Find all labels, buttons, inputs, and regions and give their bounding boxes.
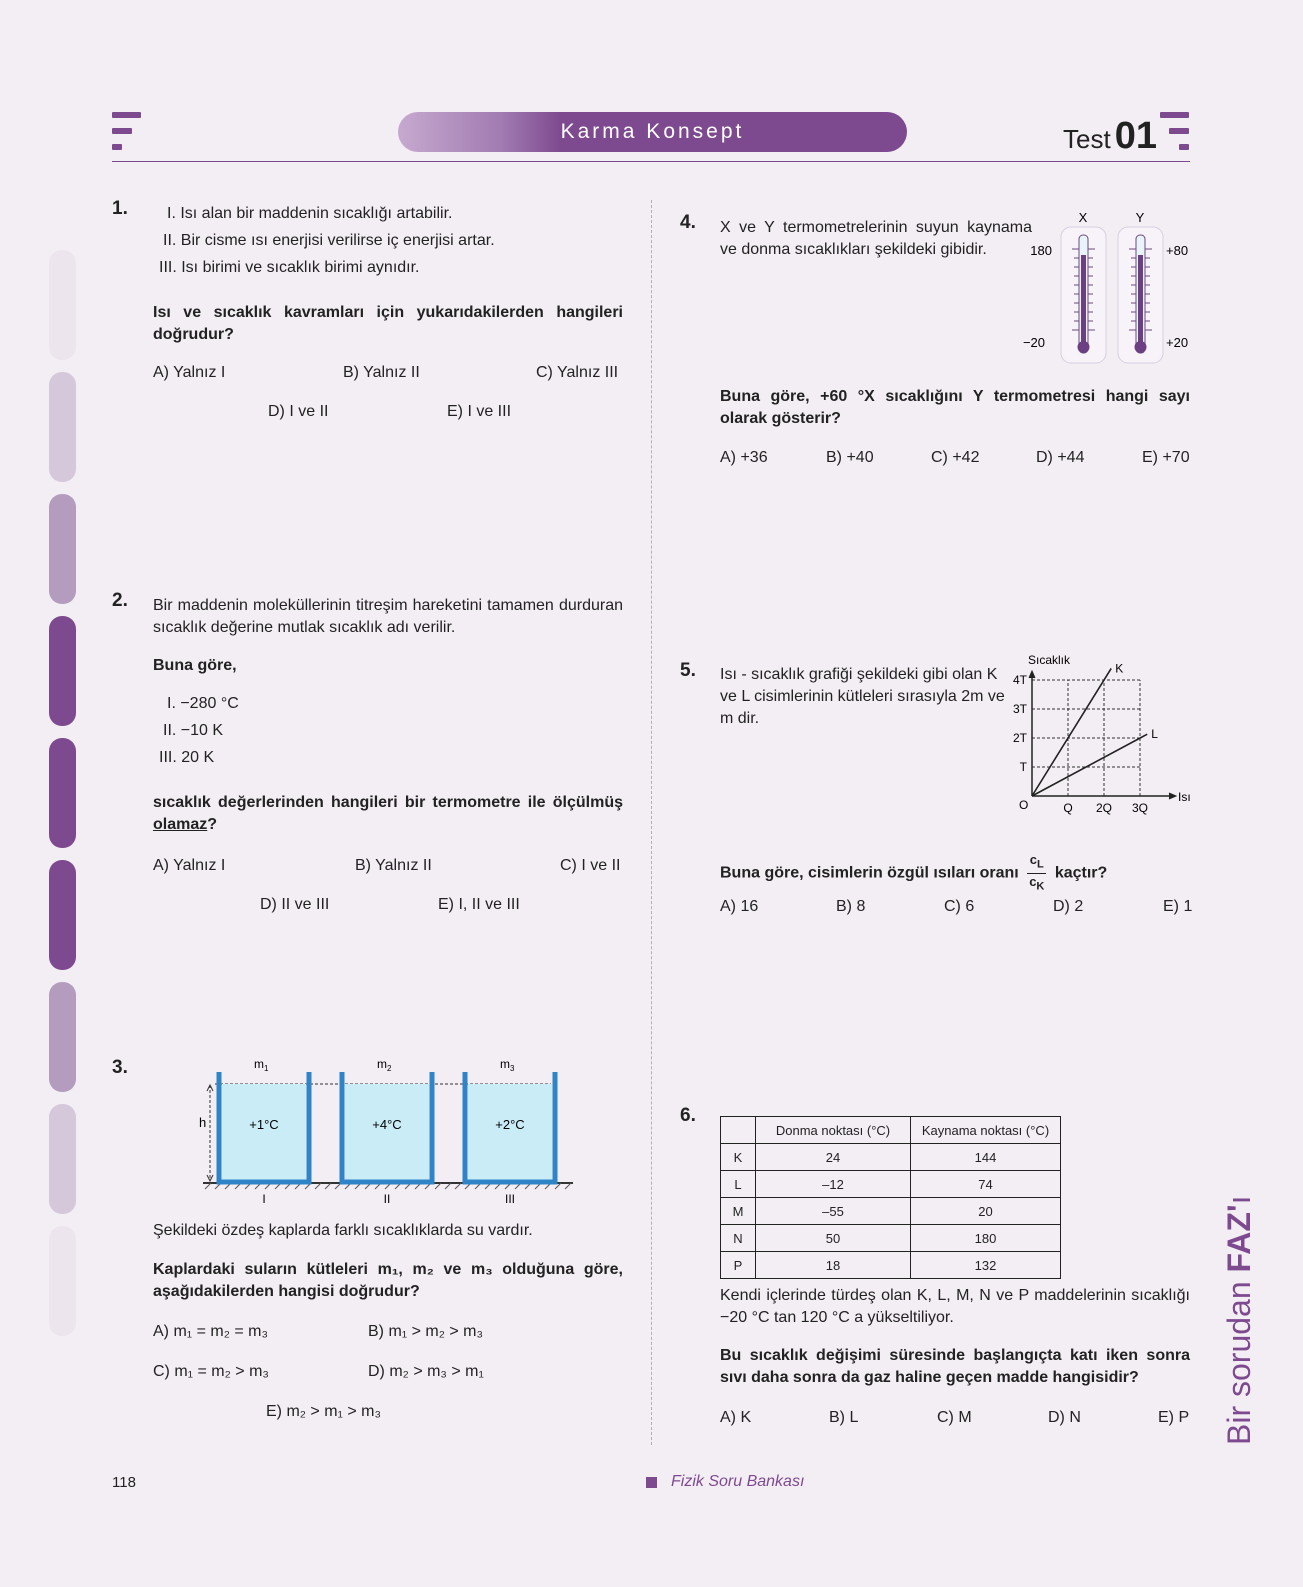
q2-question-underlined: olamaz (153, 816, 208, 833)
q2-option-a[interactable]: A) Yalnız I (153, 857, 226, 874)
y-tick-label: 3T (1012, 702, 1027, 716)
side-tab-8 (49, 1104, 76, 1214)
side-tab-9 (49, 1226, 76, 1336)
thermometer-y-bottom: +20 (1166, 335, 1189, 350)
q5-ratio (1027, 852, 1046, 894)
q3-option-d[interactable]: D) m₂ > m₃ > m₁ (368, 1363, 484, 1380)
header-logo-right (1160, 112, 1190, 152)
brand-highlight: FAZ' (1221, 1204, 1257, 1273)
q2-option-b[interactable]: B) Yalnız II (355, 857, 432, 874)
table-row (721, 1144, 1061, 1171)
height-label: h (199, 1115, 207, 1130)
q2-question-start: sıcaklık değerlerinden hangileri bir termometre ile ölçülmüş (153, 794, 623, 811)
q3-number: 3. (112, 1057, 128, 1078)
temp-label-2: +4°C (372, 1117, 402, 1132)
table-cell: 132 (911, 1252, 1061, 1279)
table-cell: P (721, 1252, 756, 1279)
q3-statement: Şekildeki özdeş kaplarda farklı sıcaklıklarda su vardır. (153, 1222, 533, 1239)
q6-option-c[interactable]: C) M (937, 1409, 972, 1426)
page-number: 118 (112, 1474, 136, 1491)
thermometer-y (1118, 227, 1163, 363)
q1-option-c[interactable]: C) Yalnız III (536, 364, 619, 381)
q6-option-a[interactable]: A) K (720, 1409, 752, 1426)
thermometer-y-top: +80 (1166, 243, 1189, 258)
q2-option-d[interactable]: D) II ve III (260, 896, 330, 913)
test-word: Test (1063, 124, 1111, 154)
series-line-L (1032, 734, 1147, 796)
q1-option-b[interactable]: B) Yalnız II (343, 364, 420, 381)
side-tab-4 (49, 616, 76, 726)
temp-label-1: +1°C (249, 1117, 279, 1132)
table-cell: 144 (911, 1144, 1061, 1171)
table-cell: L (721, 1171, 756, 1198)
q6-option-e[interactable]: E) P (1158, 1409, 1190, 1426)
q4-option-a[interactable]: A) +36 (720, 449, 768, 466)
table-header-cell: Kaynama noktası (°C) (911, 1117, 1061, 1144)
header-logo-left (112, 112, 142, 152)
series-label-K: K (1115, 661, 1124, 676)
ratio-denominator: c (1029, 873, 1037, 889)
brand-prefix: Bir sorudan (1221, 1272, 1257, 1445)
column-divider (651, 200, 652, 1445)
table-cell: N (721, 1225, 756, 1252)
thermometer-y-name: Y (1135, 210, 1145, 225)
q2-statement-3: III. 20 K (159, 749, 215, 766)
side-tab-7 (49, 982, 76, 1092)
q2-lead: Buna göre, (153, 657, 237, 674)
q5-question-end: kaçtır? (1054, 864, 1108, 882)
x-tick-label: 2Q (1095, 801, 1113, 815)
y-tick-label: T (1019, 760, 1027, 774)
q5-option-d[interactable]: D) 2 (1053, 898, 1084, 915)
q3-question: Kaplardaki suların kütleleri m₁, m₂ ve m₃ olduğuna göre, aşağıdakilerden hangisi doğrudur? (153, 1261, 623, 1300)
footer-square-icon (646, 1477, 657, 1488)
table-header-row (721, 1117, 1061, 1144)
footer-book-title: Fizik Soru Bankası (671, 1473, 805, 1490)
side-tab-3 (49, 494, 76, 604)
q2-number: 2. (112, 590, 128, 611)
side-tab-5 (49, 738, 76, 848)
q1-option-e[interactable]: E) I ve III (447, 403, 512, 420)
q5-option-b[interactable]: B) 8 (836, 898, 866, 915)
thermometer-x-top: 180 (1030, 243, 1052, 258)
thermometer-x (1061, 227, 1106, 363)
section-banner: Karma Konsept (398, 112, 907, 152)
q4-question: Buna göre, +60 °X sıcaklığını Y termometresi hangi sayı olarak gösterir? (720, 388, 1190, 427)
brand-vertical-text (1221, 1196, 1258, 1445)
mass-label-3: $m_3$ (500, 1057, 515, 1073)
table-cell: 50 (756, 1225, 911, 1252)
ratio-denominator-sub: K (1036, 880, 1045, 893)
q2-question (153, 792, 623, 836)
table-row (721, 1171, 1061, 1198)
table-cell: 74 (911, 1171, 1061, 1198)
q1-number: 1. (112, 198, 128, 219)
table-header-cell (721, 1117, 756, 1144)
q5-option-e[interactable]: E) 1 (1163, 898, 1193, 915)
q4-option-c[interactable]: C) +42 (931, 449, 980, 466)
q2-question-end: ? (207, 816, 218, 833)
q5-option-c[interactable]: C) 6 (944, 898, 975, 915)
q2-option-c[interactable]: C) I ve II (560, 857, 621, 874)
ratio-numerator: c (1029, 852, 1038, 867)
origin-label: O (1019, 798, 1029, 812)
series-line-K (1032, 668, 1111, 796)
side-tab-2 (49, 372, 76, 482)
table-cell: 24 (756, 1144, 911, 1171)
q1-statement-3: III. Isı birimi ve sıcaklık birimi aynıdır. (159, 259, 420, 276)
q1-option-d[interactable]: D) I ve II (268, 403, 329, 420)
q5-question-start: Buna göre, cisimlerin özgül ısıları oranı (720, 864, 1019, 882)
q4-option-e[interactable]: E) +70 (1142, 449, 1190, 466)
header-rule (112, 161, 1190, 162)
side-tab-6 (49, 860, 76, 970)
q4-thermometers-figure (1022, 205, 1200, 370)
mass-label-1: $m_1$ (254, 1057, 269, 1073)
x-tick-label: Q (1063, 801, 1073, 815)
y-axis-arrow (1029, 671, 1035, 678)
y-tick-label: 4T (1012, 673, 1027, 687)
x-tick-label: 3Q (1131, 801, 1149, 815)
q1-statement-2: II. Bir cisme ısı enerjisi verilirse iç enerjisi artar. (163, 232, 495, 249)
q1-option-a[interactable]: A) Yalnız I (153, 364, 226, 381)
q1-question: Isı ve sıcaklık kavramları için yukarıdakilerden hangileri doğrudur? (153, 304, 623, 343)
q6-properties-table (720, 1116, 1061, 1279)
q4-option-d[interactable]: D) +44 (1036, 449, 1085, 466)
table-header-cell: Donma noktası (°C) (756, 1117, 911, 1144)
table-row (721, 1198, 1061, 1225)
x-axis-arrow (1169, 793, 1176, 799)
q3-option-c[interactable]: C) m₁ = m₂ > m₃ (153, 1363, 269, 1380)
table-row (721, 1252, 1061, 1279)
q5-number: 5. (680, 660, 696, 681)
table-cell: –12 (756, 1171, 911, 1198)
q5-question (720, 852, 1190, 894)
series-label-L: L (1151, 727, 1158, 742)
thermometer-x-bottom: −20 (1022, 335, 1045, 350)
mass-label-2: $m_2$ (377, 1057, 392, 1073)
test-number: 01 (1114, 115, 1157, 157)
y-axis-label: Sıcaklık (1028, 653, 1071, 667)
side-tab-1 (49, 250, 76, 360)
q5-intro: Isı - sıcaklık grafiği şekildeki gibi olan K ve L cisimlerinin kütleleri sırasıyla 2m ve m dir. (720, 666, 1005, 727)
table-cell: 18 (756, 1252, 911, 1279)
q1-statement-1: I. Isı alan bir maddenin sıcaklığı artabilir. (167, 205, 453, 222)
table-cell: 20 (911, 1198, 1061, 1225)
q5-option-a[interactable]: A) 16 (720, 898, 759, 915)
ratio-numerator-sub: L (1037, 858, 1044, 871)
q3-option-a[interactable]: A) m₁ = m₂ = m₃ (153, 1323, 269, 1340)
q6-option-d[interactable]: D) N (1048, 1409, 1081, 1426)
thermometer-x-name: X (1078, 210, 1088, 225)
q5-heat-temperature-chart (1010, 654, 1200, 830)
q2-statement-1: I. −280 °C (167, 695, 239, 712)
q6-statement: Kendi içlerinde türdeş olan K, L, M, N ve P maddelerinin sıcaklığı −20 °C tan 120 °C a yükseltiliyor. (720, 1287, 1190, 1326)
container-label-3: III (504, 1192, 516, 1206)
q2-intro: Bir maddenin moleküllerinin titreşim hareketini tamamen durduran sıcaklık değerine mutlak sıcaklık adı verilir. (153, 597, 623, 636)
temp-label-3: +2°C (495, 1117, 525, 1132)
q3-containers-figure (195, 1055, 585, 1205)
test-label (1063, 115, 1157, 158)
container-label-1: I (262, 1192, 266, 1206)
table-row (721, 1225, 1061, 1252)
table-cell: –55 (756, 1198, 911, 1225)
container-label-2: II (383, 1192, 391, 1206)
y-tick-label: 2T (1012, 731, 1027, 745)
q6-question: Bu sıcaklık değişimi süresinde başlangıçta katı iken sonra sıvı daha sonra da gaz haline geçen madde hangisidir? (720, 1347, 1190, 1386)
x-axis-label: Isı (1178, 790, 1191, 804)
q6-option-b[interactable]: B) L (829, 1409, 859, 1426)
q4-intro: X ve Y termometrelerinin suyun kaynama ve donma sıcaklıkları şekildeki gibidir. (720, 219, 1032, 258)
q3-option-b[interactable]: B) m₁ > m₂ > m₃ (368, 1323, 484, 1340)
q2-option-e[interactable]: E) I, II ve III (438, 896, 520, 913)
q4-number: 4. (680, 212, 696, 233)
table-cell: 180 (911, 1225, 1061, 1252)
q2-statement-2: II. −10 K (163, 722, 224, 739)
q4-option-b[interactable]: B) +40 (826, 449, 874, 466)
table-cell: M (721, 1198, 756, 1225)
q6-number: 6. (680, 1105, 696, 1126)
q3-option-e[interactable]: E) m₂ > m₁ > m₃ (266, 1403, 382, 1420)
table-cell: K (721, 1144, 756, 1171)
brand-suffix: ı (1221, 1195, 1257, 1205)
